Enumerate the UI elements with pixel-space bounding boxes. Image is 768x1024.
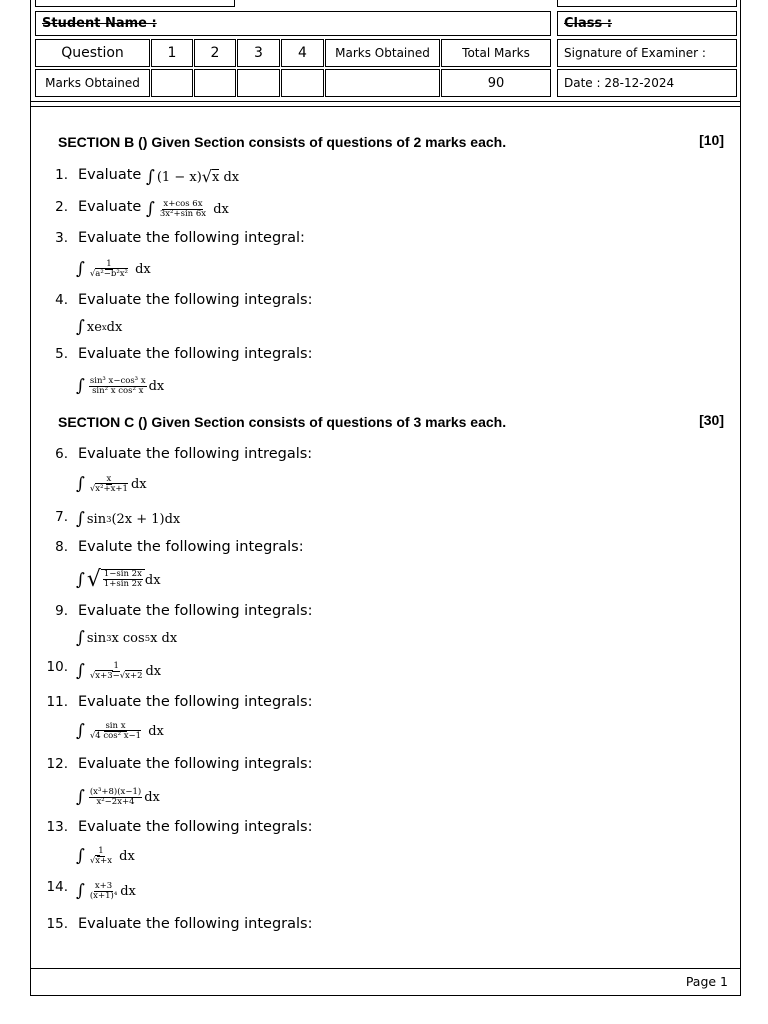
section-c-marks: [30] <box>699 412 724 428</box>
question-expression: ∫ $\frac{\text{sin x}}{\text{√4 cos² x−1}}$ dx <box>76 720 164 741</box>
marks-entry-cell[interactable] <box>237 69 280 97</box>
question-number: 14. <box>46 879 68 895</box>
top-right-box-remnant <box>557 0 737 7</box>
question-number: 5. <box>55 346 68 362</box>
footer-divider <box>30 968 741 969</box>
question-text: Evaluate the following integral: <box>78 230 305 246</box>
question-number: 1 <box>167 45 177 61</box>
question-expression: ∫ $\frac{1}{√x+x}$ dx <box>76 845 135 866</box>
class-field[interactable] <box>557 11 737 36</box>
marks-obtained-row-label-cell <box>35 69 150 97</box>
header-divider <box>30 106 741 107</box>
marks-obtained-row-label: Marks Obtained <box>45 76 140 90</box>
question-number-cell <box>281 39 324 67</box>
top-left-box-remnant <box>35 0 235 7</box>
section-b-marks: [10] <box>699 132 724 148</box>
question-text: Evaluate <box>78 167 142 183</box>
question-label: Question <box>61 45 124 61</box>
question-number: 2 <box>210 45 220 61</box>
total-marks-label: Total Marks <box>462 46 530 60</box>
total-marks-value: 90 <box>487 75 505 91</box>
question-number: 4 <box>298 45 307 61</box>
total-marks-header-cell <box>441 39 551 67</box>
question-expression: ∫ $\frac{\text{(x³+8)(x−1)}}{\text{x²−2x+4}}$ dx <box>76 786 160 807</box>
question-number: 13. <box>46 819 68 835</box>
question-expression: ∫ sin 3 x cos 5 x dx <box>76 628 178 648</box>
marks-entry-cell[interactable] <box>194 69 236 97</box>
question-expression: ∫ sin 3 (2x + 1)dx <box>76 509 181 529</box>
question-number: 12. <box>46 756 68 772</box>
question-expression: ∫ (1 − x) √ x dx <box>146 167 240 187</box>
marks-entry-cell[interactable] <box>151 69 193 97</box>
question-expression: ∫ $\frac{1}{\text{√a²−b²x²}}$ dx <box>76 258 151 279</box>
question-text: Evaluate the following intregals: <box>78 446 313 462</box>
question-number: 9. <box>55 603 68 619</box>
marks-entry-cell[interactable] <box>281 69 324 97</box>
question-expression: ∫ xe x dx <box>76 317 123 337</box>
marks-obtained-label: Marks Obtained <box>335 46 430 60</box>
page-number: Page 1 <box>685 974 728 989</box>
question-number: 10. <box>46 659 68 675</box>
section-b-heading: SECTION B () Given Section consists of questions of 2 marks each. <box>58 134 507 150</box>
question-number-cell <box>194 39 236 67</box>
question-expression: ∫ √ $\frac{1-\sin 2x}{1+\sin 2x}$ dx <box>76 567 161 592</box>
question-number: 11. <box>46 694 68 710</box>
date-label: Date : 28-12-2024 <box>564 76 675 90</box>
question-expression: ∫ $\frac{x+3}{\text{(x+1)⁴}}$ dx <box>76 880 136 901</box>
question-text: Evaluate <box>78 199 142 215</box>
class-label: Class : <box>564 16 612 31</box>
question-text: Evaluate the following integrals: <box>78 916 313 932</box>
header-divider <box>30 101 741 102</box>
question-expression: ∫ $\frac{\text{sin³ x−cos³ x}}{\text{sin² x cos² x}}$ dx <box>76 375 165 396</box>
question-text: Evaluate the following integrals: <box>78 292 313 308</box>
question-number: 8. <box>55 539 68 555</box>
question-number: 3 <box>254 45 263 61</box>
question-text: Evalute the following integrals: <box>78 539 304 555</box>
question-expression: ∫ $\frac{1}{√x+3-√x+2}$ dx <box>76 660 162 681</box>
question-text: Evaluate the following integrals: <box>78 694 313 710</box>
question-number: 15. <box>46 916 68 932</box>
question-number-cell <box>151 39 193 67</box>
question-text: Evaluate the following integrals: <box>78 819 313 835</box>
question-expression: ∫ $\frac{x+\cos 6x}{\text{3x²+sin 6x}}$ dx <box>146 198 229 219</box>
question-number: 4. <box>55 292 68 308</box>
question-number-cell <box>237 39 280 67</box>
marks-obtained-header-cell <box>325 39 440 67</box>
question-number: 3. <box>55 230 68 246</box>
question-number: 6. <box>55 446 68 462</box>
signature-label: Signature of Examiner : <box>564 46 706 60</box>
question-text: Evaluate the following integrals: <box>78 603 313 619</box>
question-number: 2. <box>55 199 68 215</box>
student-name-field[interactable] <box>35 11 551 36</box>
student-name-label: Student Name : <box>42 16 157 31</box>
question-expression: ∫ $\frac{x}{\text{√x²+x+1}}$ dx <box>76 473 147 494</box>
marks-obtained-total-cell[interactable] <box>325 69 440 97</box>
question-number: 7. <box>55 509 68 525</box>
section-c-heading: SECTION C () Given Section consists of questions of 3 marks each. <box>58 414 507 430</box>
question-number: 1. <box>55 167 68 183</box>
question-text: Evaluate the following integrals: <box>78 756 313 772</box>
signature-field[interactable] <box>557 39 737 67</box>
page-frame-left <box>30 0 31 996</box>
page-frame-bottom <box>30 995 741 996</box>
total-marks-value-cell <box>441 69 551 97</box>
date-cell <box>557 69 737 97</box>
question-text: Evaluate the following integrals: <box>78 346 313 362</box>
page-frame-right <box>740 0 741 996</box>
question-header-cell <box>35 39 150 67</box>
